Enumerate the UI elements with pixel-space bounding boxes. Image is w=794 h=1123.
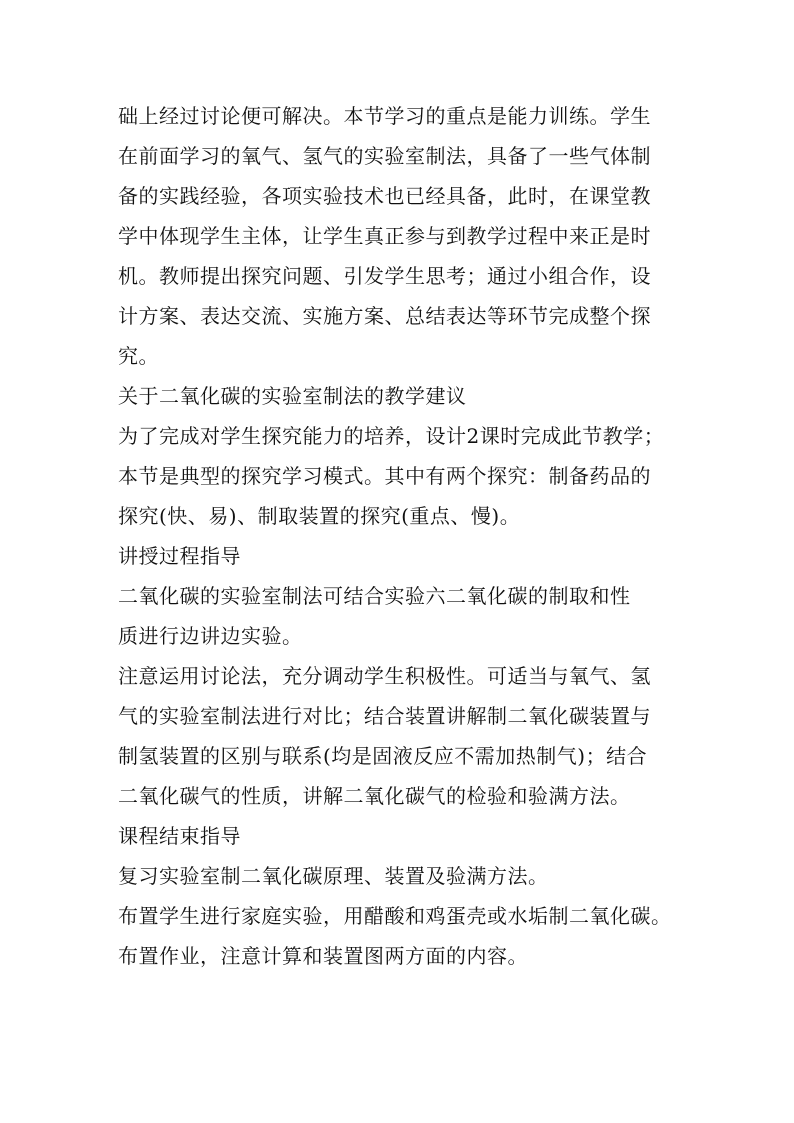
text-line: 二氧化碳的实验室制法可结合实验六二氧化碳的制取和性	[118, 584, 631, 608]
text-line: 为了完成对学生探究能力的培养，设计2课时完成此节教学；	[118, 424, 665, 448]
text-line: 探究(快、易)、制取装置的探究(重点、慢)。	[118, 504, 521, 528]
text-line: 制氢装置的区别与联系(均是固液反应不需加热制气)；结合	[118, 744, 648, 768]
text-line: 质进行边讲边实验。	[118, 624, 303, 648]
section-heading: 关于二氧化碳的实验室制法的教学建议	[118, 384, 467, 408]
text-line: 机。教师提出探究问题、引发学生思考；通过小组合作，设	[118, 264, 651, 288]
text-line: 二氧化碳气的性质，讲解二氧化碳气的检验和验满方法。	[118, 784, 631, 808]
text-line: 础上经过讨论便可解决。本节学习的重点是能力训练。学生	[118, 104, 651, 128]
document-body	[118, 96, 678, 976]
text-line: 在前面学习的氧气、氢气的实验室制法，具备了一些气体制	[118, 144, 651, 168]
text-line: 计方案、表达交流、实施方案、总结表达等环节完成整个探	[118, 304, 651, 328]
text-line: 注意运用讨论法，充分调动学生积极性。可适当与氧气、氢	[118, 664, 651, 688]
text-line: 复习实验室制二氧化碳原理、装置及验满方法。	[118, 864, 549, 888]
text-line: 布置作业，注意计算和装置图两方面的内容。	[118, 944, 528, 968]
text-line: 气的实验室制法进行对比；结合装置讲解制二氧化碳装置与	[118, 704, 651, 728]
text-line: 究。	[118, 344, 159, 368]
section-heading: 讲授过程指导	[118, 544, 241, 568]
text-line: 布置学生进行家庭实验，用醋酸和鸡蛋壳或水垢制二氧化碳。	[118, 904, 672, 928]
text-line: 本节是典型的探究学习模式。其中有两个探究：制备药品的	[118, 464, 651, 488]
text-line: 学中体现学生主体，让学生真正参与到教学过程中来正是时	[118, 224, 651, 248]
text-line: 备的实践经验，各项实验技术也已经具备，此时，在课堂教	[118, 184, 651, 208]
section-heading: 课程结束指导	[118, 824, 241, 848]
